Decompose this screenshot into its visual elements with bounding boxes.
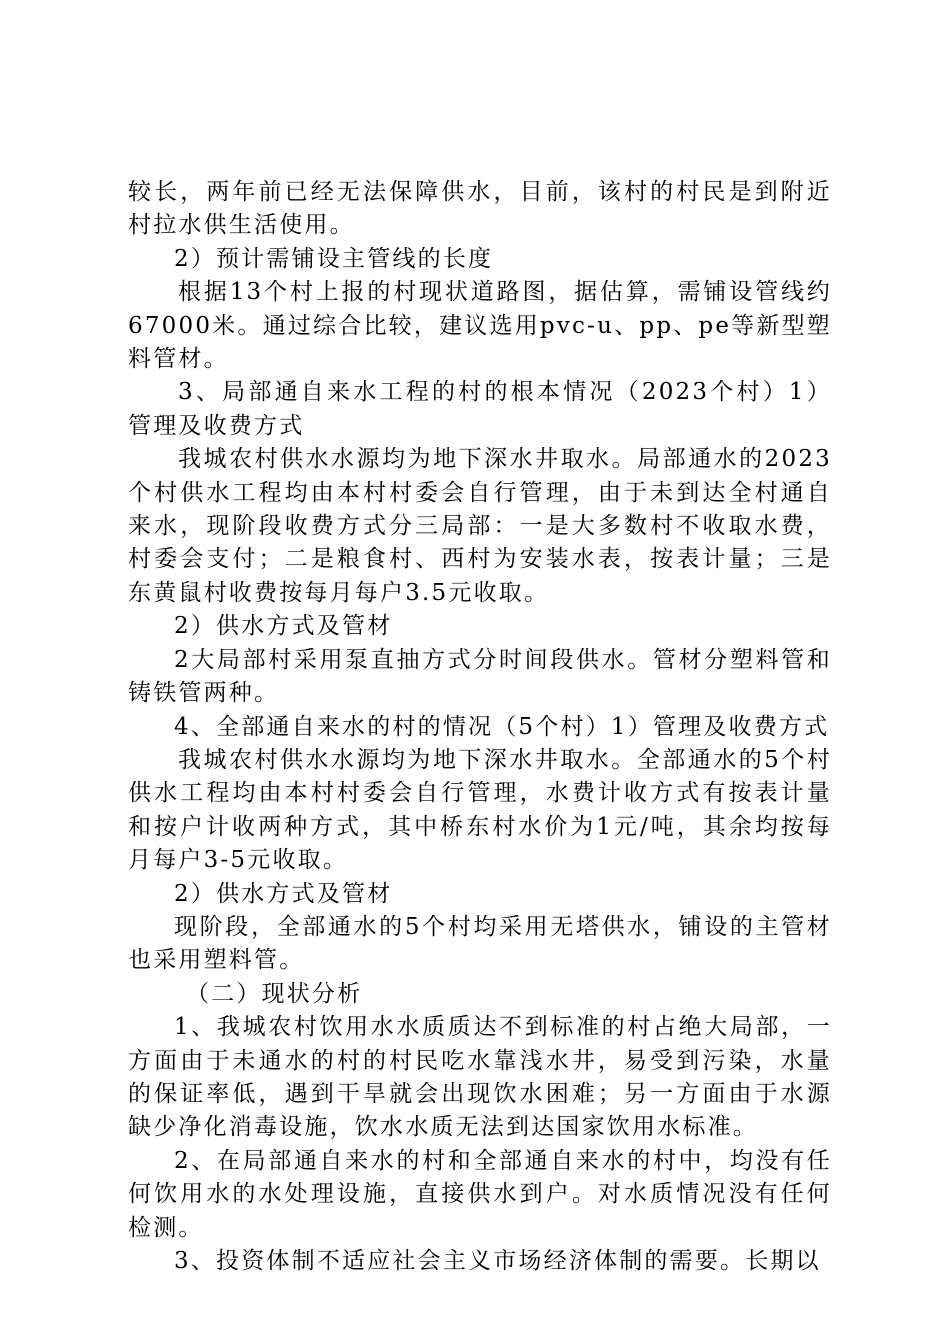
paragraph-partial-management: 我城农村供水水源均为地下深水井取水。局部通水的2023个村供水工程均由本村村委会自行管理，由于未到达全村通自来水，现阶段收费方式分三局部：一是大多数村不收取水费，村委会支付；二是粮食村、西村为安装水表，按表计量；三是东黄鼠村收费按每月每户3.5元收取。 (128, 446, 832, 606)
paragraph-analysis-3: 3、投资体制不适应社会主义市场经济体制的需要。长期以 (174, 1248, 821, 1274)
subheading-supply-method-1: 2）供水方式及管材 (174, 613, 393, 640)
heading-full-water-villages: 4、全部通自来水的村的情况（5个村）1）管理及收费方式 (174, 713, 830, 740)
paragraph-pipeline-estimate: 根据13个村上报的村现状道路图，据估算，需铺设管线约67000米。通过综合比较，建议选用pvc-u、pp、pe等新型塑料管材。 (128, 279, 832, 373)
subheading-pipeline-length: 2）预计需铺设主管线的长度 (174, 245, 494, 272)
heading-partial-water-villages: 3、局部通自来水工程的村的根本情况（2023个村）1）管理及收费方式 (128, 379, 832, 439)
paragraph-supply-method-2: 现阶段，全部通水的5个村均采用无塔供水，铺设的主管材也采用塑料管。 (128, 913, 832, 974)
subheading-supply-method-2: 2）供水方式及管材 (174, 880, 393, 907)
paragraph-continuation: 较长，两年前已经无法保障供水，目前，该村的村民是到附近村拉水供生活使用。 (128, 179, 832, 239)
paragraph-analysis-1: 1、我城农村饮用水水质质达不到标准的村占绝大局部，一方面由于未通水的村的村民吃水靠浅水井，易受到污染，水量的保证率低，遇到干旱就会出现饮水困难；另一方面由于水源缺少净化消毒设施，饮水水质无法到达国家饮用水标准。 (128, 1014, 832, 1141)
document-body (128, 176, 832, 1278)
paragraph-analysis-2: 2、在局部通自来水的村和全部通自来水的村中，均没有任何饮用水的水处理设施，直接供水到户。对水质情况没有任何检测。 (128, 1147, 832, 1241)
paragraph-full-management: 我城农村供水水源均为地下深水井取水。全部通水的5个村供水工程均由本村村委会自行管理，水费计收方式有按表计量和按户计收两种方式，其中桥东村水价为1元/吨，其余均按每月每户3-5元收取。 (128, 746, 832, 874)
paragraph-supply-method-1: 2大局部村采用泵直抽方式分时间段供水。管材分塑料管和铸铁管两种。 (128, 646, 832, 707)
heading-status-analysis: （二）现状分析 (186, 980, 363, 1007)
